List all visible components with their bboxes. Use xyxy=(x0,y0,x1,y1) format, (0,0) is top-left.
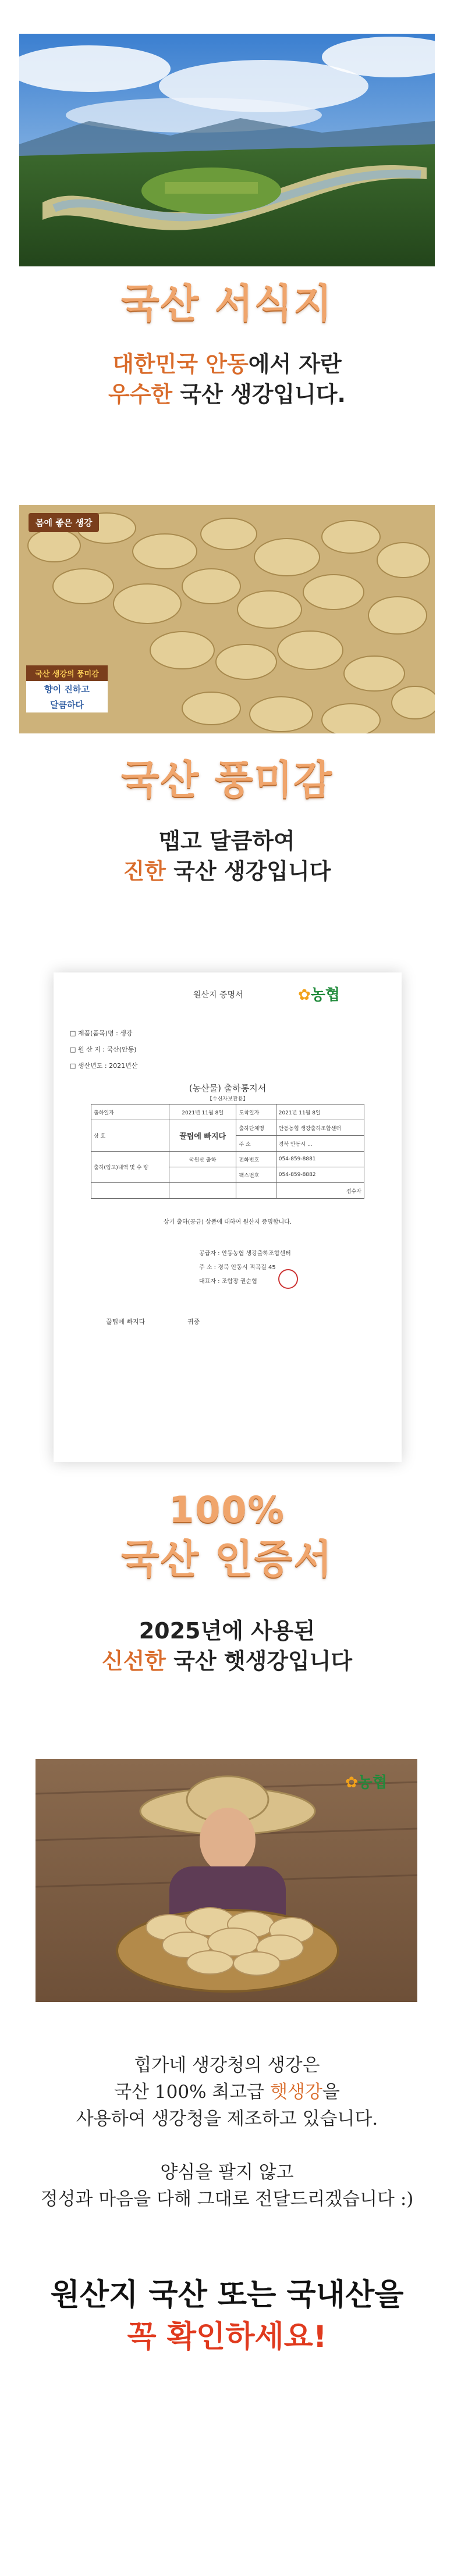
river-landscape-photo xyxy=(19,34,435,266)
section2-subtitle: 맵고 달큼하여 진한 국산 생강입니다 xyxy=(123,828,331,884)
brand-story-paragraph-1: 힙가네 생강청의 생강은 국산 100% 최고급 햇생강을 사용하여 생강청을 제조하고 있습니다. xyxy=(76,2055,378,2129)
origin-certificate: 원산지 증명서 ✿농협 □ 제품(품목)명 : 생강 □ 원 산 지 : 국산(안동) □ 생산년도 : 2021년산 (농산물) 출하통지서 【수신자보관용】 출하일자 2021년 11월 8일 도착일자 2021년 11월 8일 상 호 꿀팁에 빠지다 출하단체명 안동농협 생강출하조합센터 주 소 경북 안동시 ... 출하(입고)내역 및 수 량 국원산 출하 전화번호 054-859-8881 팩스번호 054-859-8882 접수자 상기 출하(공급) 상품에 대하여 원산지 증명합니다. 공급자 : 안동농협 생강출하조합센터 주 소 : 경북 안동시 적곡길 45 대표자 : 조합장 권순협 꿀팁에 빠지다 귀중 xyxy=(54,972,402,1462)
final-notice: 원산지 국산 또는 국내산을 꼭 확인하세요! xyxy=(0,2274,454,2358)
section2-heading: 국산 풍미감 xyxy=(120,757,334,803)
nonghyup-logo-icon: ✿ xyxy=(298,986,311,1004)
photo-caption-box: 국산 생강의 풍미감 향이 진하고 달큼하다 xyxy=(26,665,108,712)
photo-logo-icon: ✿ xyxy=(345,1774,358,1791)
section1-highlight-andong: 대한민국 안동 xyxy=(112,351,249,377)
official-stamp xyxy=(278,1269,298,1289)
section3-subtitle: 2025년에 사용된 신선한 국산 햇생강입니다 xyxy=(101,1618,353,1674)
section1-subtitle: 대한민국 안동에서 자란 우수한 국산 생강입니다. xyxy=(108,351,346,407)
shipping-table: 출하일자 2021년 11월 8일 도착일자 2021년 11월 8일 상 호 꿀팁에 빠지다 출하단체명 안동농협 생강출하조합센터 주 소 경북 안동시 ... 출하(입고)내역 및 수 량 국원산 출하 전화번호 054-859-8881 팩스번호 054-859-8882 접수자 xyxy=(91,1104,364,1199)
photo-badge: 몸에 좋은 생강 xyxy=(29,513,99,532)
photo-nonghyup-logo: ✿농협 xyxy=(345,1774,388,1791)
section2-highlight: 진한 xyxy=(123,858,166,884)
section3-highlight: 신선한 xyxy=(101,1648,166,1674)
section1-highlight-excellent: 우수한 xyxy=(108,382,173,407)
nonghyup-logo: ✿농협 xyxy=(298,986,340,1004)
fresh-ginger-highlight: 햇생강 xyxy=(270,2082,322,2103)
brand-story-paragraph-2: 양심을 팔지 않고 정성과 마음을 다해 그대로 전달드리겠습니다 :) xyxy=(40,2162,414,2210)
farmer-with-ginger-basket-photo xyxy=(36,1759,417,2002)
ginger-pile-photo xyxy=(19,505,435,733)
recipient-name-cell: 꿀팁에 빠지다 xyxy=(169,1120,236,1152)
final-notice-highlight: 꼭 확인하세요! xyxy=(127,2320,327,2354)
section3-heading-line2: 국산 인증서 xyxy=(120,1537,334,1583)
section1-heading: 국산 서식지 xyxy=(120,281,334,327)
section3-heading-line1: 100% xyxy=(169,1488,285,1531)
certificate-title: 원산지 증명서 xyxy=(193,991,243,1000)
shipping-notice-title: (농산물) 출하통지서 xyxy=(189,1083,267,1093)
certificate-recipient: 꿀팁에 빠지다 xyxy=(106,1318,146,1326)
certificate-statement: 상기 출하(공급) 상품에 대하여 원산지 증명합니다. xyxy=(163,1219,292,1225)
